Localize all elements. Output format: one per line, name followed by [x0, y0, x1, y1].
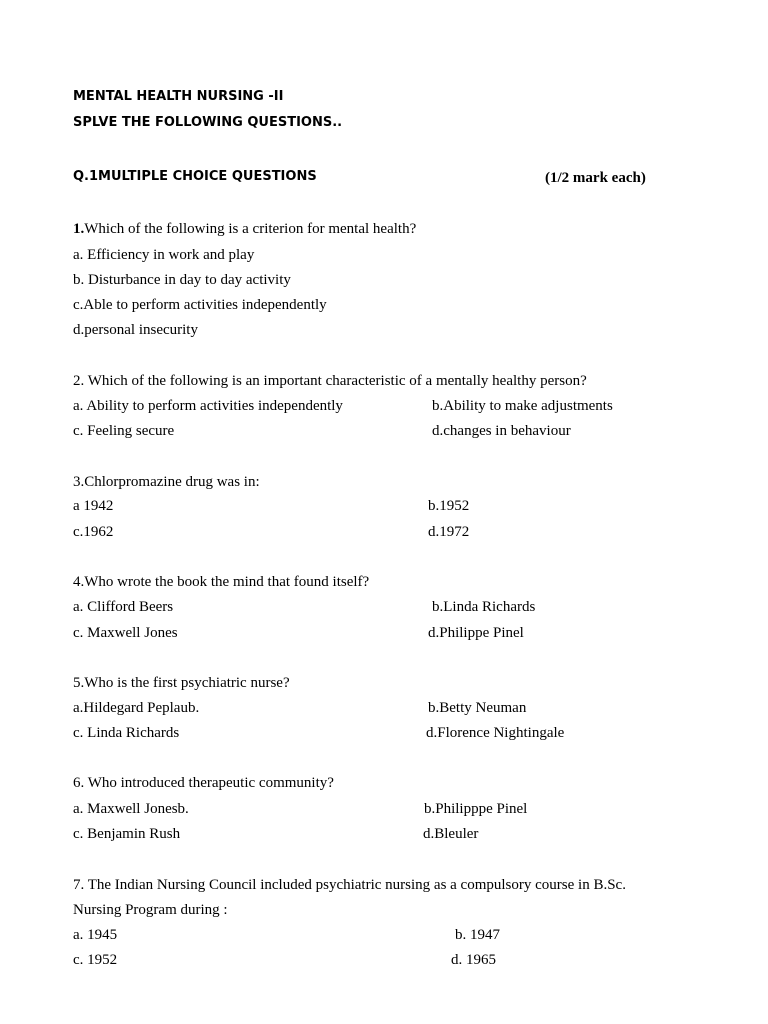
question-4: 4.Who wrote the book the mind that found itself?: [73, 574, 370, 590]
q6-option-b: b.Philipppe Pinel: [424, 801, 528, 817]
question-3: 3.Chlorpromazine drug was in:: [73, 474, 260, 490]
question-text: Which of the following is a criterion for mental health?: [84, 221, 417, 237]
q7-option-b: b. 1947: [455, 927, 500, 943]
q3-option-d: d.1972: [428, 524, 470, 540]
subject-title: MENTAL HEALTH NURSING -II: [73, 89, 284, 104]
q6-option-d: d.Bleuler: [423, 826, 479, 842]
q3-option-b: b.1952: [428, 498, 470, 514]
question-number: 1.: [73, 221, 85, 237]
q4-option-c: c. Maxwell Jones: [73, 625, 178, 641]
q6-option-a: a. Maxwell Jonesb.: [73, 801, 189, 817]
question-7: 7. The Indian Nursing Council included psychiatric nursing as a compulsory course in B.Sc.: [73, 877, 626, 893]
q7-option-d: d. 1965: [451, 952, 496, 968]
q2-option-b: b.Ability to make adjustments: [432, 398, 613, 414]
q4-option-d: d.Philippe Pinel: [428, 625, 524, 641]
instruction-heading: SPLVE THE FOLLOWING QUESTIONS..: [73, 115, 343, 130]
question-5: 5.Who is the first psychiatric nurse?: [73, 675, 290, 691]
question-2: 2. Which of the following is an important characteristic of a mentally healthy person?: [73, 373, 587, 389]
q3-option-c: c.1962: [73, 524, 114, 540]
q2-option-c: c. Feeling secure: [73, 423, 175, 439]
q5-option-b: b.Betty Neuman: [428, 700, 527, 716]
q5-option-a: a.Hildegard Peplaub.: [73, 700, 200, 716]
q4-option-b: b.Linda Richards: [432, 599, 536, 615]
q7-option-a: a. 1945: [73, 927, 118, 943]
q5-option-d: d.Florence Nightingale: [426, 725, 565, 741]
q2-option-d: d.changes in behaviour: [432, 423, 571, 439]
q7-option-c: c. 1952: [73, 952, 118, 968]
q4-option-a: a. Clifford Beers: [73, 599, 174, 615]
q2-option-a: a. Ability to perform activities independently: [73, 398, 343, 414]
q1-option-b: b. Disturbance in day to day activity: [73, 272, 291, 288]
question-7-continued: Nursing Program during :: [73, 902, 228, 918]
q1-option-a: a. Efficiency in work and play: [73, 247, 255, 263]
question-1: [73, 220, 416, 238]
q1-option-c: c.Able to perform activities independently: [73, 297, 327, 313]
q3-option-a: a 1942: [73, 498, 114, 514]
q6-option-c: c. Benjamin Rush: [73, 826, 181, 842]
q5-option-c: c. Linda Richards: [73, 725, 180, 741]
marks-note: (1/2 mark each): [545, 170, 646, 186]
question-6: 6. Who introduced therapeutic community?: [73, 775, 334, 791]
section-title: Q.1MULTIPLE CHOICE QUESTIONS: [73, 169, 317, 184]
q1-option-d: d.personal insecurity: [73, 322, 198, 338]
